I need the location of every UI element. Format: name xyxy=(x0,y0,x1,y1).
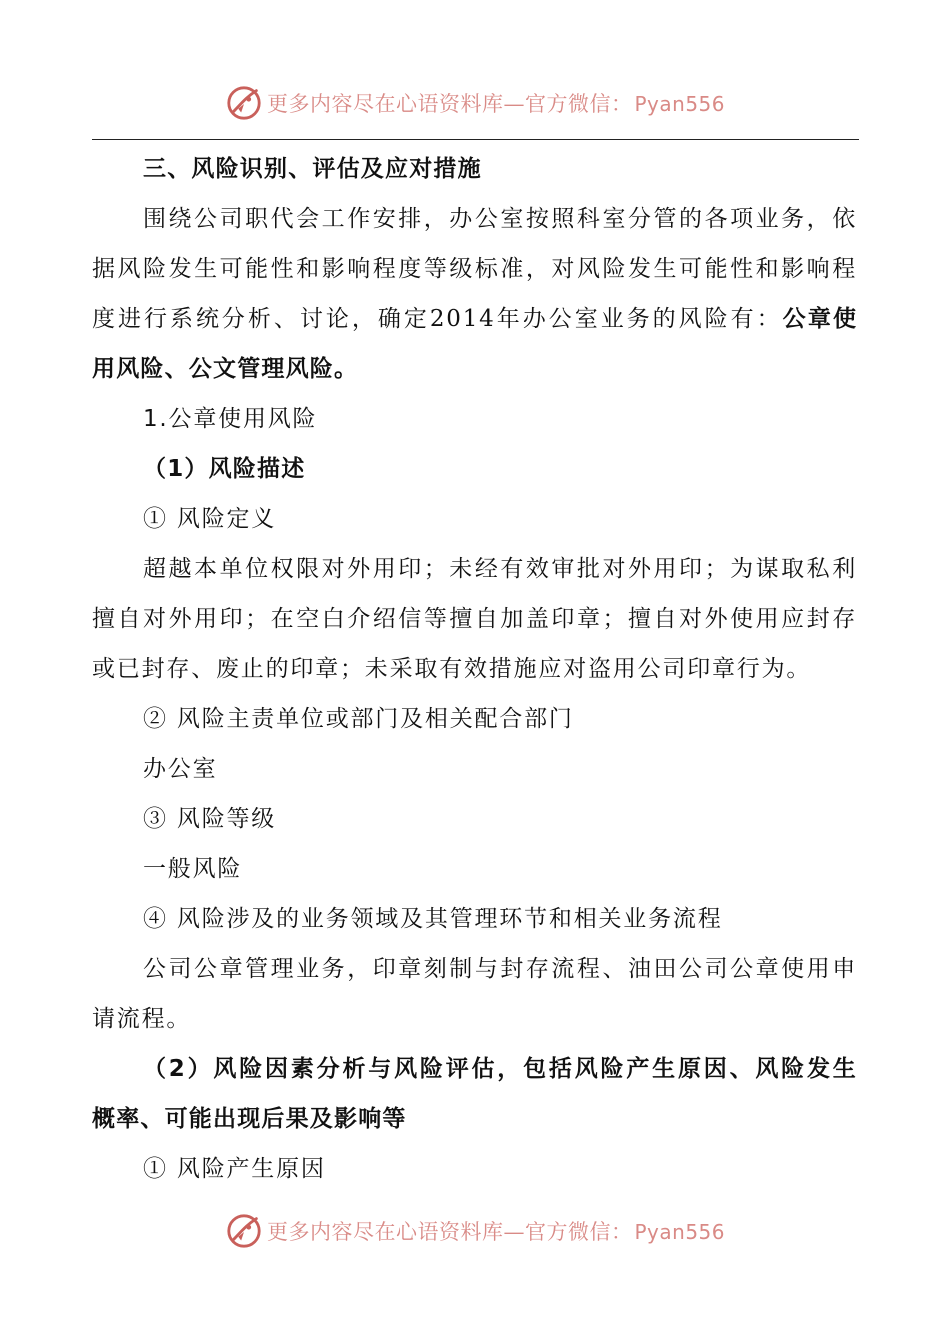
intro-line-2: 据风险发生可能性和影响程度等级标准，对风险发生可能性和影响程 xyxy=(92,256,857,282)
header-watermark-label: 更多内容尽在心语资料库—官方微信： xyxy=(266,92,633,116)
cause-label: ① 风险产生原因 xyxy=(143,1156,326,1182)
department-label: ② 风险主责单位或部门及相关配合部门 xyxy=(143,706,574,732)
definition-line-2: 擅自对外用印；在空白介绍信等擅自加盖印章；擅自对外使用应封存 xyxy=(92,606,857,632)
section-title: 三、风险识别、评估及应对措施 xyxy=(143,156,482,182)
header-watermark xyxy=(0,78,950,128)
department-value: 办公室 xyxy=(143,756,218,782)
definition-line-3: 或已封存、废止的印章；未采取有效措施应对盗用公司印章行为。 xyxy=(92,656,812,682)
intro-line-3-bold: 公章使 xyxy=(782,306,857,332)
footer-watermark-text xyxy=(267,1216,725,1246)
intro-line-3-text: 度进行系统分析、讨论，确定2014年办公室业务的风险有： xyxy=(92,306,783,332)
sub-1-title: （1）风险描述 xyxy=(143,456,306,482)
intro-line-3 xyxy=(92,294,857,344)
definition-line-1: 超越本单位权限对外用印；未经有效审批对外用印；为谋取私利 xyxy=(143,556,857,582)
scope-line-1: 公司公章管理业务，印章刻制与封存流程、油田公司公章使用申 xyxy=(143,956,857,982)
level-label: ③ 风险等级 xyxy=(143,806,277,832)
header-divider xyxy=(92,139,859,140)
sub-2-title-line-1: （2）风险因素分析与风险评估，包括风险产生原因、风险发生 xyxy=(143,1056,857,1082)
definition-label: ① 风险定义 xyxy=(143,506,277,532)
scope-label: ④ 风险涉及的业务领域及其管理环节和相关业务流程 xyxy=(143,906,723,932)
sub-2-title-line-2: 概率、可能出现后果及影响等 xyxy=(92,1106,407,1132)
pen-logo-icon xyxy=(225,84,263,122)
footer-watermark-label: 更多内容尽在心语资料库—官方微信： xyxy=(266,1220,633,1244)
header-watermark-text xyxy=(267,88,725,118)
scope-line-2: 请流程。 xyxy=(92,1006,192,1032)
header-watermark-id: Pyan556 xyxy=(634,92,725,116)
intro-line-1: 围绕公司职代会工作安排，办公室按照科室分管的各项业务，依 xyxy=(143,206,857,232)
level-value: 一般风险 xyxy=(143,856,243,882)
intro-line-4: 用风险、公文管理风险。 xyxy=(92,356,359,382)
pen-logo-icon xyxy=(225,1212,263,1250)
item-1-title: 1.公章使用风险 xyxy=(143,406,318,432)
footer-watermark xyxy=(0,1206,950,1256)
footer-watermark-id: Pyan556 xyxy=(634,1220,725,1244)
